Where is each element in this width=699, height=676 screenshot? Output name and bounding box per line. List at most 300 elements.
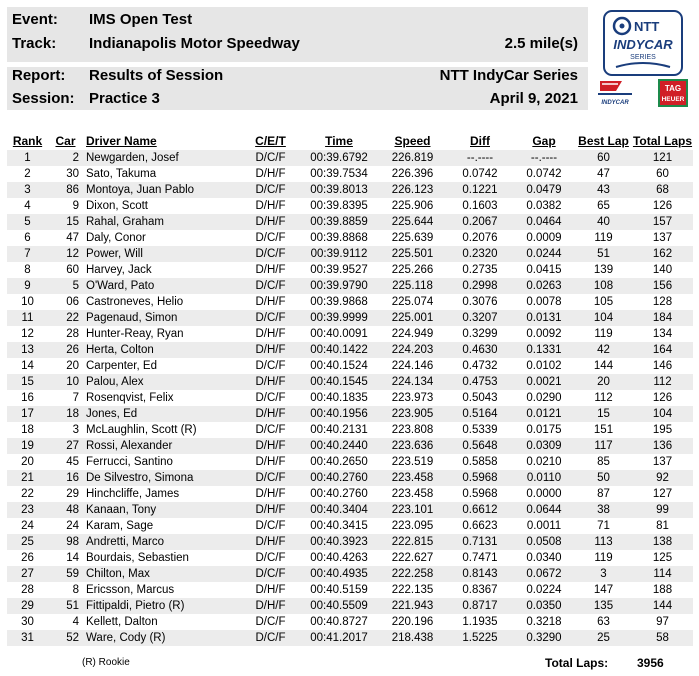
time-cell: 00:39.6792 (300, 150, 378, 166)
table-row (7, 342, 693, 358)
cet-cell: D/C/F (241, 566, 300, 582)
best-lap-cell: 43 (575, 182, 632, 198)
table-row (7, 550, 693, 566)
diff-cell: 0.8143 (447, 566, 513, 582)
gap-cell: --.---- (513, 150, 575, 166)
driver-name-cell: Kanaan, Tony (83, 502, 241, 518)
table-row (7, 214, 693, 230)
cet-cell: D/C/F (241, 150, 300, 166)
cet-cell: D/C/F (241, 182, 300, 198)
time-cell: 00:40.3923 (300, 534, 378, 550)
gap-cell: 0.0121 (513, 406, 575, 422)
table-row (7, 630, 693, 646)
diff-cell: 0.5339 (462, 424, 498, 436)
speed-cell: 225.266 (391, 264, 434, 276)
speed-cell: 222.258 (378, 566, 447, 582)
cet-cell: D/C/F (255, 616, 286, 628)
best-lap-cell: 105 (593, 296, 614, 308)
best-lap-cell: 119 (594, 328, 613, 340)
best-lap-cell: 113 (575, 534, 632, 550)
driver-name-cell: Rahal, Graham (83, 214, 241, 230)
driver-name-cell: Pagenaud, Simon (83, 310, 241, 326)
cet-cell: D/H/F (241, 502, 300, 518)
rank-cell: 25 (7, 534, 48, 550)
diff-cell: 0.6612 (447, 502, 513, 518)
gap-cell: 0.0340 (526, 552, 562, 564)
car-cell: 60 (66, 264, 79, 276)
driver-name-cell: Bourdais, Sebastien (86, 552, 189, 564)
rank-cell: 18 (21, 424, 34, 436)
gap-cell: 0.0290 (526, 392, 562, 404)
col-rank: Rank (12, 133, 43, 148)
speed-cell: 224.203 (378, 342, 447, 358)
car-cell: 3 (72, 424, 79, 436)
cet-cell: D/C/F (241, 246, 300, 262)
table-row (7, 454, 693, 470)
tag-logo-text: TAG (664, 84, 682, 93)
car-cell: 4 (72, 616, 79, 628)
gap-cell: 0.0644 (513, 502, 575, 518)
total-laps-cell: 128 (652, 296, 673, 308)
time-cell: 00:40.1956 (300, 406, 378, 422)
car-cell: 52 (48, 630, 83, 646)
table-row (7, 614, 693, 630)
diff-cell: 0.3207 (447, 310, 513, 326)
cet-cell: D/H/F (255, 296, 286, 308)
time-cell: 00:39.8859 (300, 214, 378, 230)
table-row (7, 358, 693, 374)
gap-cell: 0.0102 (526, 360, 562, 372)
cet-cell: D/C/F (255, 552, 286, 564)
cet-cell: D/H/F (255, 264, 286, 276)
speed-cell: 226.819 (378, 150, 447, 166)
time-cell: 00:39.9868 (310, 296, 368, 308)
car-cell: 22 (48, 310, 83, 326)
best-lap-cell: 42 (575, 342, 632, 358)
rank-cell: 1 (7, 150, 48, 166)
total-laps-value: 3956 (637, 656, 664, 670)
car-cell: 18 (48, 406, 83, 422)
diff-cell: 0.2320 (447, 246, 513, 262)
best-lap-cell: 104 (575, 310, 632, 326)
cet-cell: D/H/F (255, 584, 286, 596)
diff-cell: 1.5225 (447, 630, 513, 646)
car-cell: 45 (66, 456, 79, 468)
total-laps-cell: 92 (632, 470, 693, 486)
best-lap-cell: 117 (575, 438, 632, 454)
rank-cell: 5 (7, 214, 48, 230)
diff-cell: 0.7471 (462, 552, 498, 564)
total-laps-cell: 127 (652, 488, 673, 500)
best-lap-cell: 25 (575, 630, 632, 646)
driver-name-cell: Rossi, Alexander (83, 438, 241, 454)
time-cell: 00:39.9999 (300, 310, 378, 326)
rank-cell: 11 (7, 310, 48, 326)
cet-cell: D/C/F (241, 630, 300, 646)
gap-cell: 0.0263 (513, 278, 575, 294)
table-row (7, 422, 693, 438)
tag-heuer-logo (658, 79, 688, 107)
diff-cell: 0.4630 (447, 342, 513, 358)
track-value: Indianapolis Motor Speedway (89, 35, 300, 52)
table-row (7, 310, 693, 326)
cet-cell: D/H/F (241, 438, 300, 454)
diff-cell: 1.1935 (462, 616, 498, 628)
rank-cell: 15 (7, 374, 48, 390)
gap-cell: 0.0092 (526, 328, 562, 340)
rank-cell: 28 (21, 584, 34, 596)
best-lap-cell: 65 (597, 200, 610, 212)
rank-cell: 6 (24, 232, 31, 244)
table-row (7, 198, 693, 214)
rank-cell: 4 (24, 200, 31, 212)
time-cell: 00:40.1835 (310, 392, 368, 404)
diff-cell: 0.7131 (447, 534, 513, 550)
diff-cell: 0.5858 (462, 456, 498, 468)
results-body (7, 150, 693, 646)
driver-name-cell: Jones, Ed (83, 406, 241, 422)
time-cell: 00:40.2760 (310, 488, 368, 500)
time-cell: 00:40.1524 (310, 360, 368, 372)
cet-cell: D/H/F (241, 374, 300, 390)
diff-cell: 0.8717 (447, 598, 513, 614)
diff-cell: 0.5043 (462, 392, 498, 404)
total-laps-label: Total Laps: (545, 656, 609, 670)
cet-cell: D/H/F (255, 200, 286, 212)
table-row (7, 262, 693, 278)
speed-cell: 225.118 (378, 278, 447, 294)
session-value: Practice 3 (89, 90, 160, 107)
time-cell: 00:40.2131 (310, 424, 368, 436)
best-lap-cell: 63 (597, 616, 610, 628)
diff-cell: 0.1221 (447, 182, 513, 198)
car-cell: 20 (66, 360, 79, 372)
diff-cell: 0.4753 (447, 374, 513, 390)
gap-cell: 0.0224 (526, 584, 562, 596)
time-cell: 00:40.2760 (300, 470, 378, 486)
col-diff: Diff (470, 133, 490, 148)
best-lap-cell: 15 (575, 406, 632, 422)
best-lap-cell: 87 (597, 488, 610, 500)
rank-cell: 8 (24, 264, 31, 276)
best-lap-cell: 144 (593, 360, 614, 372)
gap-cell: 0.0131 (513, 310, 575, 326)
indycar-flag-icon (600, 81, 622, 91)
car-cell: 7 (72, 392, 79, 404)
total-laps-cell: 162 (632, 246, 693, 262)
event-value: IMS Open Test (89, 11, 193, 28)
indycar-series-logo (594, 9, 692, 109)
car-cell: 5 (48, 278, 83, 294)
speed-cell: 224.146 (391, 360, 434, 372)
cet-cell: D/H/F (255, 488, 286, 500)
total-laps-cell: 99 (632, 502, 693, 518)
car-cell: 16 (48, 470, 83, 486)
table-row (7, 374, 693, 390)
best-lap-cell: 108 (575, 278, 632, 294)
rank-cell: 13 (7, 342, 48, 358)
speed-cell: 223.458 (378, 470, 447, 486)
car-cell: 27 (48, 438, 83, 454)
time-cell: 00:40.1545 (300, 374, 378, 390)
gap-cell: 0.0309 (513, 438, 575, 454)
col-car: Car (55, 133, 76, 148)
car-cell: 98 (48, 534, 83, 550)
diff-cell: 0.2067 (447, 214, 513, 230)
speed-cell: 223.973 (391, 392, 434, 404)
rank-cell: 7 (7, 246, 48, 262)
total-laps-cell: 144 (632, 598, 693, 614)
best-lap-cell: 119 (594, 552, 613, 564)
rank-cell: 23 (7, 502, 48, 518)
total-laps-cell: 134 (652, 328, 673, 340)
cet-cell: D/C/F (241, 470, 300, 486)
cet-cell: D/H/F (241, 598, 300, 614)
car-cell: 14 (66, 552, 79, 564)
rank-cell: 16 (21, 392, 34, 404)
driver-name-cell: Ferrucci, Santino (86, 456, 173, 468)
cet-cell: D/H/F (255, 456, 286, 468)
session-header (7, 7, 588, 110)
ntt-logo-text: NTT (634, 19, 660, 34)
time-cell: 00:41.2017 (300, 630, 378, 646)
total-laps-cell: 58 (632, 630, 693, 646)
table-row (7, 534, 693, 550)
time-cell: 00:39.8868 (310, 232, 368, 244)
cet-cell: D/C/F (255, 392, 286, 404)
total-laps-cell: 136 (632, 438, 693, 454)
car-cell: 9 (72, 200, 79, 212)
cet-cell: D/C/F (255, 232, 286, 244)
total-laps-cell: 138 (632, 534, 693, 550)
speed-cell: 226.123 (378, 182, 447, 198)
driver-name-cell: McLaughlin, Scott (R) (86, 424, 197, 436)
col-cet: C/E/T (255, 133, 286, 148)
series-logo-text: SERIES (630, 54, 656, 61)
driver-name-cell: Daly, Conor (86, 232, 146, 244)
cet-cell: D/H/F (241, 534, 300, 550)
driver-name-cell: Hinchcliffe, James (86, 488, 180, 500)
diff-cell: 0.0742 (462, 168, 498, 180)
time-cell: 00:39.9112 (300, 246, 378, 262)
time-cell: 00:40.4263 (310, 552, 368, 564)
rank-cell: 21 (7, 470, 48, 486)
small-indycar-text: INDYCAR (601, 100, 629, 106)
driver-name-cell: De Silvestro, Simona (83, 470, 241, 486)
series-name: NTT IndyCar Series (439, 67, 578, 84)
gap-cell: 0.0464 (513, 214, 575, 230)
driver-name-cell: Kellett, Dalton (86, 616, 158, 628)
table-row (7, 486, 693, 502)
total-laps-cell: 184 (632, 310, 693, 326)
total-laps-cell: 114 (632, 566, 693, 582)
rank-cell: 26 (21, 552, 34, 564)
speed-cell: 225.639 (391, 232, 434, 244)
diff-cell: 0.5164 (447, 406, 513, 422)
gap-cell: 0.0011 (526, 520, 562, 532)
rank-cell: 12 (21, 328, 34, 340)
time-cell: 00:40.4935 (300, 566, 378, 582)
diff-cell: 0.6623 (462, 520, 498, 532)
rank-cell: 27 (7, 566, 48, 582)
table-row (7, 406, 693, 422)
diff-cell: 0.5968 (462, 488, 498, 500)
car-cell: 30 (66, 168, 79, 180)
logo-area (594, 9, 692, 109)
total-laps-cell: 140 (652, 264, 673, 276)
total-laps-cell: 126 (652, 200, 673, 212)
table-row (7, 230, 693, 246)
gap-cell: 0.1331 (513, 342, 575, 358)
speed-cell: 223.458 (391, 488, 434, 500)
time-cell: 00:40.5159 (310, 584, 368, 596)
speed-cell: 222.627 (391, 552, 434, 564)
diff-cell: 0.8367 (462, 584, 498, 596)
diff-cell: 0.5968 (447, 470, 513, 486)
cet-cell: D/C/F (241, 278, 300, 294)
car-cell: 28 (66, 328, 79, 340)
best-lap-cell: 38 (575, 502, 632, 518)
report-label: Report: (12, 67, 66, 84)
cet-cell: D/H/F (241, 406, 300, 422)
speed-cell: 222.815 (378, 534, 447, 550)
rank-cell: 29 (7, 598, 48, 614)
table-row (7, 182, 693, 198)
cet-cell: D/H/F (241, 342, 300, 358)
gap-cell: 0.0021 (513, 374, 575, 390)
gap-cell: 0.3218 (526, 616, 562, 628)
rank-cell: 24 (21, 520, 34, 532)
total-laps-cell: 156 (632, 278, 693, 294)
car-cell: 29 (66, 488, 79, 500)
car-cell: 48 (48, 502, 83, 518)
speed-cell: 226.396 (391, 168, 434, 180)
car-cell: 10 (48, 374, 83, 390)
table-row (7, 582, 693, 598)
gap-cell: 0.0382 (526, 200, 562, 212)
track-label: Track: (12, 35, 57, 52)
best-lap-cell: 147 (593, 584, 614, 596)
best-lap-cell: 135 (575, 598, 632, 614)
best-lap-cell: 50 (575, 470, 632, 486)
diff-cell: 0.2076 (462, 232, 498, 244)
driver-name-cell: Power, Will (83, 246, 241, 262)
results-table (7, 131, 693, 646)
diff-cell: --.---- (447, 150, 513, 166)
time-cell: 00:40.3404 (300, 502, 378, 518)
total-laps-cell: 104 (632, 406, 693, 422)
total-laps-cell: 126 (652, 392, 673, 404)
cet-cell: D/C/F (255, 360, 286, 372)
cet-cell: D/C/F (255, 520, 286, 532)
best-lap-cell: 60 (575, 150, 632, 166)
driver-name-cell: Ware, Cody (R) (83, 630, 241, 646)
best-lap-cell: 112 (594, 392, 613, 404)
gap-cell: 0.0244 (513, 246, 575, 262)
table-row (7, 326, 693, 342)
gap-cell: 0.0110 (513, 470, 575, 486)
car-cell: 15 (48, 214, 83, 230)
best-lap-cell: 71 (597, 520, 610, 532)
driver-name-cell: Chilton, Max (83, 566, 241, 582)
car-cell: 8 (72, 584, 79, 596)
speed-cell: 223.095 (391, 520, 434, 532)
driver-name-cell: Harvey, Jack (86, 264, 152, 276)
driver-name-cell: Dixon, Scott (86, 200, 148, 212)
cet-cell: D/H/F (255, 328, 286, 340)
speed-cell: 222.135 (391, 584, 434, 596)
event-label: Event: (12, 11, 58, 28)
total-laps-cell: 164 (632, 342, 693, 358)
gap-cell: 0.0742 (526, 168, 562, 180)
table-row (7, 566, 693, 582)
total-laps-cell: 60 (656, 168, 669, 180)
rank-cell: 2 (24, 168, 31, 180)
col-total-laps: Total Laps (632, 133, 693, 148)
speed-cell: 225.644 (378, 214, 447, 230)
car-cell: 86 (48, 182, 83, 198)
gap-cell: 0.0175 (526, 424, 562, 436)
indycar-logo-text: INDYCAR (613, 37, 673, 52)
total-laps-cell: 81 (656, 520, 669, 532)
best-lap-cell: 139 (593, 264, 614, 276)
time-cell: 00:39.8013 (300, 182, 378, 198)
total-laps-cell: 68 (632, 182, 693, 198)
table-row (7, 438, 693, 454)
gap-cell: 0.0508 (513, 534, 575, 550)
driver-name-cell: Karam, Sage (86, 520, 154, 532)
best-lap-cell: 85 (597, 456, 610, 468)
gap-cell: 0.0415 (526, 264, 562, 276)
driver-name-cell: Palou, Alex (83, 374, 241, 390)
diff-cell: 0.5648 (447, 438, 513, 454)
best-lap-cell: 40 (575, 214, 632, 230)
car-cell: 26 (48, 342, 83, 358)
driver-name-cell: Andretti, Marco (83, 534, 241, 550)
table-row (7, 150, 693, 166)
total-laps-cell: 137 (652, 232, 673, 244)
total-laps-cell: 97 (656, 616, 669, 628)
diff-cell: 0.2998 (447, 278, 513, 294)
time-cell: 00:40.5509 (300, 598, 378, 614)
speed-cell: 225.074 (391, 296, 434, 308)
col-speed: Speed (394, 133, 431, 148)
total-laps-cell: 188 (652, 584, 673, 596)
table-row (7, 518, 693, 534)
col-gap: Gap (532, 133, 556, 148)
cet-cell: D/H/F (255, 168, 286, 180)
speed-cell: 224.134 (378, 374, 447, 390)
total-laps-cell: 195 (652, 424, 673, 436)
time-cell: 00:39.8395 (310, 200, 368, 212)
driver-name-cell: Herta, Colton (83, 342, 241, 358)
report-value: Results of Session (89, 67, 224, 84)
gap-cell: 0.0350 (513, 598, 575, 614)
car-cell: 59 (48, 566, 83, 582)
car-cell: 24 (66, 520, 79, 532)
driver-name-cell: Rosenqvist, Felix (86, 392, 174, 404)
cet-cell: D/C/F (241, 310, 300, 326)
best-lap-cell: 20 (575, 374, 632, 390)
gap-cell: 0.3290 (513, 630, 575, 646)
diff-cell: 0.4732 (462, 360, 498, 372)
gap-cell: 0.0000 (526, 488, 562, 500)
rookie-footnote: (R) Rookie (82, 657, 130, 668)
rank-cell: 19 (7, 438, 48, 454)
table-row (7, 294, 693, 310)
cet-cell: D/C/F (255, 424, 286, 436)
diff-cell: 0.1603 (462, 200, 498, 212)
